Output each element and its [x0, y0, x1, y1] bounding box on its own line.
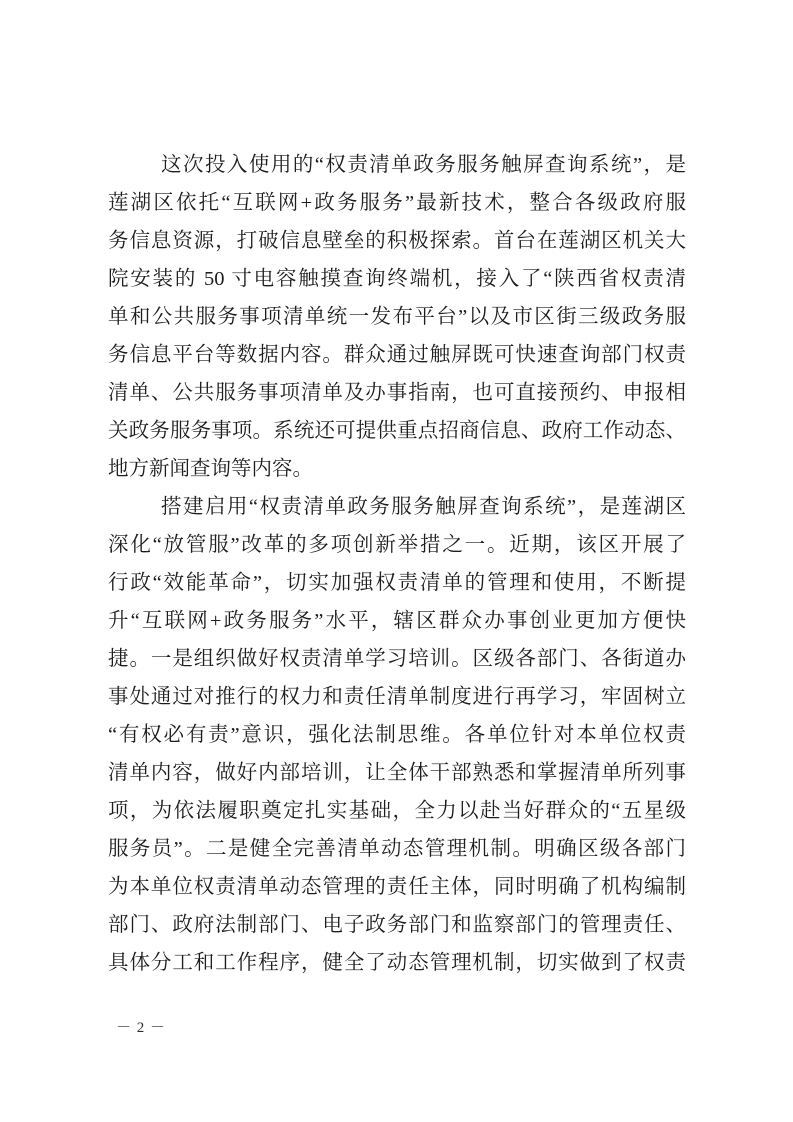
text-line: 项，为依法履职奠定扎实基础，全力以赴当好群众的“五星级	[108, 800, 686, 822]
text-line: 务信息资源，打破信息壁垒的积极探索。首台在莲湖区机关大	[108, 230, 686, 252]
text-line: 服务员”。二是健全完善清单动态管理机制。明确区级各部门	[108, 838, 686, 860]
text-line: 关政务服务事项。系统还可提供重点招商信息、政府工作动态、	[108, 420, 686, 442]
text-line: 深化“放管服”改革的多项创新举措之一。近期，该区开展了	[108, 534, 686, 556]
text-line: 莲湖区依托“互联网+政务服务”最新技术，整合各级政府服	[108, 192, 686, 214]
text-line: 部门、政府法制部门、电子政务部门和监察部门的管理责任、	[108, 914, 686, 936]
text-line: 清单内容，做好内部培训，让全体干部熟悉和掌握清单所列事	[108, 762, 686, 784]
text-line: 升“互联网+政务服务”水平，辖区群众办事创业更加方便快	[108, 610, 686, 632]
text-line: 搭建启用“权责清单政务服务触屏查询系统”，是莲湖区	[161, 496, 686, 518]
text-line: 这次投入使用的“权责清单政务服务触屏查询系统”，是	[161, 154, 686, 176]
text-line: 单和公共服务事项清单统一发布平台”以及市区街三级政务服	[108, 306, 686, 328]
text-line: 为本单位权责清单动态管理的责任主体，同时明确了机构编制	[108, 876, 686, 898]
text-line: 事处通过对推行的权力和责任清单制度进行再学习，牢固树立	[108, 686, 686, 708]
page-number: － 2 －	[116, 1020, 167, 1036]
text-line: 清单、公共服务事项清单及办事指南，也可直接预约、申报相	[108, 382, 686, 404]
text-line: 院安装的 50 寸电容触摸查询终端机，接入了“陕西省权责清	[108, 268, 686, 290]
text-line: “有权必有责”意识，强化法制思维。各单位针对本单位权责	[108, 724, 686, 746]
text-line: 具体分工和工作程序，健全了动态管理机制，切实做到了权责	[108, 952, 686, 974]
text-line: 捷。一是组织做好权责清单学习培训。区级各部门、各街道办	[108, 648, 686, 670]
text-line: 地方新闻查询等内容。	[108, 458, 313, 480]
document-body	[108, 146, 686, 982]
text-line: 务信息平台等数据内容。群众通过触屏既可快速查询部门权责	[108, 344, 686, 366]
text-line: 行政“效能革命”，切实加强权责清单的管理和使用，不断提	[108, 572, 686, 594]
